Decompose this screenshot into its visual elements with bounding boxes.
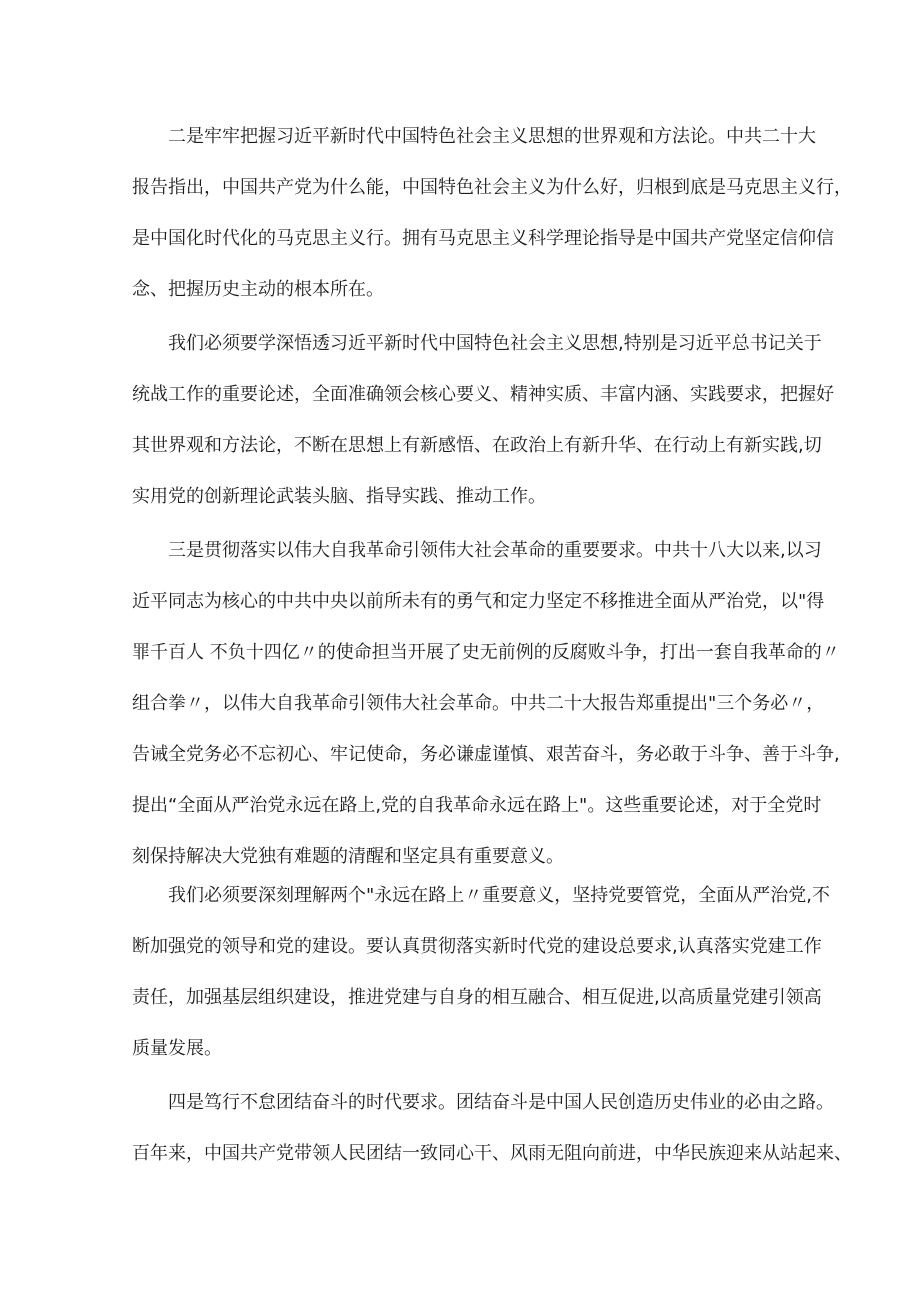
- paragraph-line: 质量发展。: [132, 1038, 222, 1059]
- paragraph-line: 是中国化时代化的马克思主义行。拥有马克思主义科学理论指导是中国共产党坚定信仰信: [132, 228, 834, 249]
- paragraph-line: 报告指出，中国共产党为什么能，中国特色社会主义为什么好，归根到底是马克思主义行，: [132, 177, 852, 198]
- paragraph-3: [132, 525, 840, 882]
- paragraph-2: [132, 318, 834, 522]
- paragraph-line: 实用党的创新理论武装头脑、指导实践、推动工作。: [132, 486, 546, 507]
- paragraph-line: 念、把握历史主动的根本所在。: [132, 279, 384, 300]
- paragraph-line: 我们必须要深刻理解两个"永远在路上〃重要意义，坚持党要管党，全面从严治党,不: [168, 885, 830, 906]
- paragraph-line: 三是贯彻落实以伟大自我革命引领伟大社会革命的重要要求。中共十八大以来,以习: [168, 540, 822, 561]
- paragraph-line: 提出“全面从严治党永远在路上,党的自我革命永远在路上"。这些重要论述，对于全党时: [132, 795, 822, 816]
- paragraph-5: [132, 1077, 852, 1179]
- paragraph-line: 告诫全党务必不忘初心、牢记使命，务必谦虚谨慎、艰苦奋斗，务必敢于斗争、善于斗争,: [132, 744, 840, 765]
- paragraph-line: 责任，加强基层组织建设，推进党建与自身的相互融合、相互促进,以高质量党建引领高: [132, 987, 822, 1008]
- paragraph-line: 二是牢牢把握习近平新时代中国特色社会主义思想的世界观和方法论。中共二十大: [168, 126, 816, 147]
- paragraph-line: 其世界观和方法论，不断在思想上有新感悟、在政治上有新升华、在行动上有新实践,切: [132, 435, 822, 456]
- paragraph-line: 我们必须要学深悟透习近平新时代中国特色社会主义思想,特别是习近平总书记关于: [168, 333, 822, 354]
- paragraph-line: 刻保持解决大党独有难题的清醒和坚定具有重要意义。: [132, 846, 564, 867]
- paragraph-4: [132, 870, 830, 1074]
- paragraph-line: 罪千百人 不负十四亿〃的使命担当开展了史无前例的反腐败斗争，打出一套自我革命的〃: [132, 642, 840, 663]
- paragraph-line: 四是笃行不怠团结奋斗的时代要求。团结奋斗是中国人民创造历史伟业的必由之路。: [168, 1092, 834, 1113]
- paragraph-line: 组合拳〃，以伟大自我革命引领伟大社会革命。中共二十大报告郑重提出"三个务必〃，: [132, 693, 825, 714]
- paragraph-line: 断加强党的领导和党的建设。要认真贯彻落实新时代党的建设总要求,认真落实党建工作: [132, 936, 822, 957]
- paragraph-line: 百年来，中国共产党带领人民团结一致同心干、风雨无阻向前进，中华民族迎来从站起来、: [132, 1143, 852, 1164]
- paragraph-line: 近平同志为核心的中共中央以前所未有的勇气和定力坚定不移推进全面从严治党，以"得: [132, 591, 825, 612]
- paragraph-line: 统战工作的重要论述，全面准确领会核心要义、精神实质、丰富内涵、实践要求，把握好: [132, 384, 834, 405]
- paragraph-1: [132, 111, 852, 315]
